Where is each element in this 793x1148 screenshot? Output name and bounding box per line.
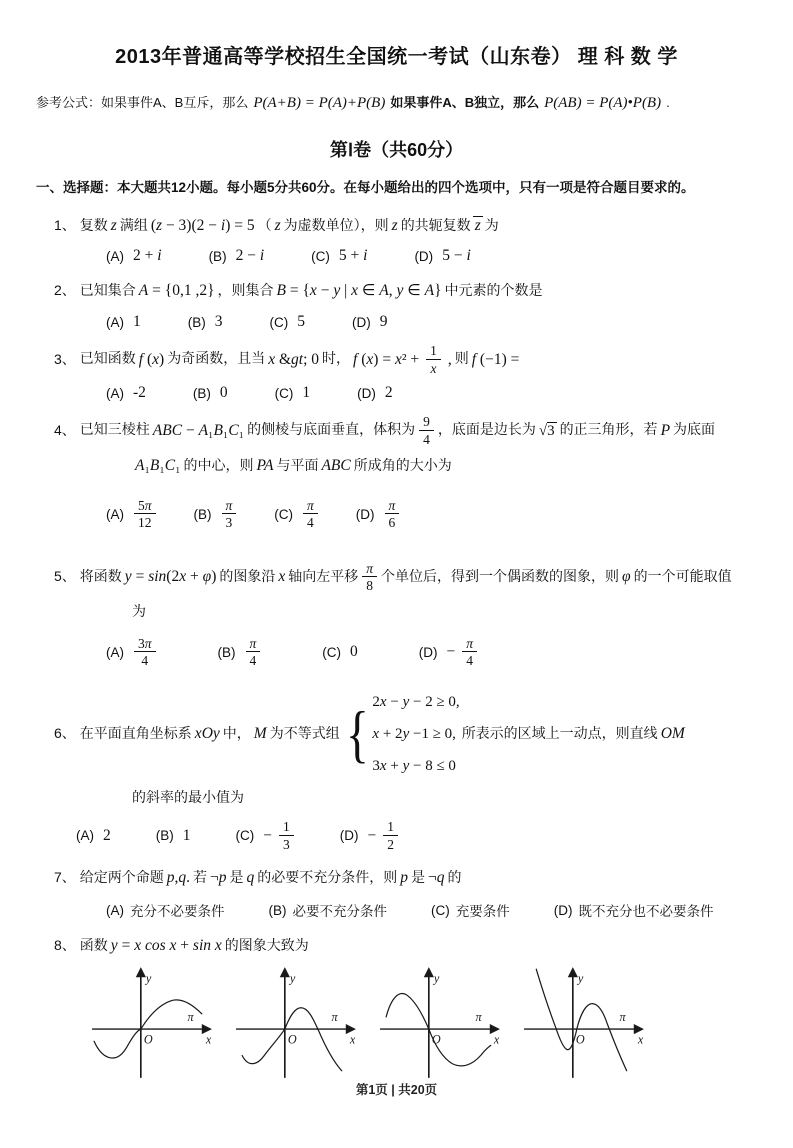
fraction-numerator: π bbox=[303, 498, 318, 515]
math: 5 bbox=[297, 313, 305, 331]
stem-text: 若 bbox=[193, 869, 208, 886]
question bbox=[36, 343, 757, 402]
system-lines bbox=[372, 689, 459, 780]
math: 1 bbox=[182, 826, 191, 844]
stem-text: 已知三棱柱 bbox=[79, 421, 150, 438]
options-row bbox=[106, 636, 757, 669]
stem-text: 是 bbox=[411, 869, 426, 886]
math-fraction bbox=[462, 636, 477, 669]
fraction-numerator: π bbox=[222, 498, 237, 515]
math-fraction bbox=[419, 414, 434, 447]
math: 5 − i bbox=[442, 247, 471, 265]
math: (z − 3)(2 − i) = 5 bbox=[150, 216, 255, 234]
math-fraction bbox=[426, 343, 441, 376]
stem-text: 的斜率的最小值为 bbox=[132, 788, 244, 805]
stem-text: 与平面 bbox=[276, 457, 319, 474]
stem-text: （ bbox=[257, 216, 272, 233]
stem-text: 所成角的大小为 bbox=[353, 457, 452, 474]
math: y = sin(2x + φ) bbox=[124, 567, 217, 585]
reference-formula-line bbox=[36, 89, 757, 118]
question-stem bbox=[54, 561, 757, 594]
mini-graph bbox=[88, 966, 216, 1080]
origin-label: O bbox=[287, 1032, 297, 1047]
question-stem-continuation bbox=[132, 453, 757, 479]
option bbox=[322, 643, 361, 661]
question-number: 1、 bbox=[54, 216, 76, 233]
stem-text: 的图象沿 bbox=[219, 567, 276, 584]
math: p bbox=[400, 869, 409, 887]
stem-text: 的中心，则 bbox=[183, 457, 254, 474]
fraction-numerator: 5π bbox=[134, 498, 156, 515]
math: y = x cos x + sin x bbox=[110, 937, 222, 955]
option-label: (B) bbox=[208, 248, 227, 264]
fraction-denominator: 4 bbox=[466, 653, 474, 669]
option-label: (B) bbox=[155, 828, 174, 844]
math: 9 bbox=[379, 313, 388, 331]
math: ABC − A₁B₁C₁ bbox=[152, 421, 245, 439]
stem-text: 为 bbox=[132, 602, 146, 619]
stem-text: 则 bbox=[454, 350, 469, 367]
reference-tail: . bbox=[666, 94, 670, 110]
option-label: (D) bbox=[414, 248, 434, 264]
math: 2 + i bbox=[133, 247, 162, 265]
stem-text: 中元素的个数是 bbox=[444, 282, 543, 299]
reference-formula-2: P(AB) = P(A)•P(B) bbox=[544, 95, 662, 111]
math: 5 + i bbox=[338, 247, 368, 265]
option-label: (D) bbox=[339, 828, 359, 844]
stem-text: 给定两个命题 bbox=[79, 869, 164, 886]
option bbox=[431, 900, 510, 920]
option bbox=[357, 384, 396, 402]
math: − bbox=[367, 826, 377, 844]
options-row bbox=[76, 819, 757, 852]
y-axis-arrow bbox=[424, 967, 434, 977]
sqrt-sign: √ bbox=[538, 422, 548, 439]
graph-options-row bbox=[88, 966, 757, 1080]
option-label: (A) bbox=[106, 314, 124, 330]
stem-text: 充分不必要条件 bbox=[130, 904, 225, 920]
option bbox=[106, 247, 165, 265]
option bbox=[156, 827, 194, 845]
math: − bbox=[263, 826, 272, 844]
fraction-denominator: 4 bbox=[423, 431, 430, 447]
math: -2 bbox=[133, 384, 146, 402]
math: z bbox=[274, 216, 281, 234]
stem-text: 充要条件 bbox=[455, 904, 510, 920]
option-label: (C) bbox=[235, 828, 255, 844]
math-fraction bbox=[246, 636, 261, 669]
question bbox=[36, 277, 757, 331]
options-row bbox=[106, 384, 757, 402]
stem-text: 的必要不充分条件，则 bbox=[257, 869, 398, 886]
options-row bbox=[106, 247, 757, 265]
reference-formula-1: P(A+B) = P(A)+P(B) bbox=[253, 95, 386, 111]
option-label: (A) bbox=[106, 248, 124, 264]
stem-text: 的正三角形，若 bbox=[559, 421, 658, 438]
option bbox=[106, 636, 160, 669]
fraction-numerator: 1 bbox=[383, 819, 398, 836]
question-number: 7、 bbox=[54, 869, 76, 886]
question bbox=[36, 864, 757, 920]
question bbox=[36, 561, 757, 669]
option bbox=[340, 819, 402, 852]
question bbox=[36, 932, 757, 1080]
option bbox=[236, 819, 298, 852]
fraction-denominator: 4 bbox=[307, 515, 314, 531]
system-brace: { bbox=[345, 697, 369, 769]
question-number: 8、 bbox=[54, 937, 76, 954]
math: ABC bbox=[321, 457, 351, 475]
option-label: (C) bbox=[431, 902, 450, 918]
question bbox=[36, 212, 757, 266]
question-number: 4、 bbox=[54, 421, 76, 438]
section-title: 第Ⅰ卷（共60分） bbox=[329, 139, 464, 160]
stem-text: 为 bbox=[484, 216, 499, 233]
stem-text: 为虚数单位），则 bbox=[283, 216, 389, 233]
math: xOy bbox=[194, 724, 220, 742]
option-label: (A) bbox=[106, 644, 124, 660]
fraction-denominator: x bbox=[430, 360, 437, 376]
option bbox=[419, 636, 481, 669]
question-number: 2、 bbox=[54, 282, 76, 299]
math: M bbox=[253, 724, 267, 742]
option-label: (B) bbox=[268, 902, 287, 918]
math-conjugate-bar: z bbox=[474, 216, 481, 234]
stem-text: 的一个可能取值 bbox=[633, 567, 732, 584]
pi-tick-label: π bbox=[475, 1010, 482, 1025]
question-stem bbox=[54, 212, 757, 240]
reference-lead: 参考公式：如果事件A、B互斥，那么 bbox=[36, 94, 249, 110]
option bbox=[209, 247, 268, 265]
option-label: (B) bbox=[187, 314, 206, 330]
math: 2 bbox=[103, 826, 111, 844]
y-axis-label: y bbox=[145, 971, 152, 986]
option-label: (D) bbox=[418, 644, 438, 660]
fraction-denominator: 3 bbox=[225, 515, 233, 531]
y-axis-label: y bbox=[433, 971, 440, 986]
math: B = {x − y | x ∈ A, y ∈ A} bbox=[276, 282, 442, 300]
origin-label: O bbox=[431, 1032, 441, 1047]
option bbox=[106, 900, 225, 920]
x-axis-label: x bbox=[349, 1032, 356, 1047]
stem-text: 的侧棱与底面垂直，体积为 bbox=[247, 421, 416, 438]
fraction-denominator: 6 bbox=[388, 515, 396, 531]
option-label: (C) bbox=[311, 248, 330, 264]
fraction-denominator: 4 bbox=[249, 653, 257, 669]
math: x bbox=[278, 567, 286, 585]
math: A = {0,1 ,2} bbox=[138, 282, 215, 300]
y-axis-label: y bbox=[577, 971, 584, 986]
option bbox=[106, 498, 160, 531]
y-axis-arrow bbox=[568, 967, 578, 977]
option bbox=[106, 313, 144, 331]
y-axis-arrow bbox=[136, 967, 146, 977]
y-axis-label: y bbox=[289, 971, 296, 986]
math-sqrt bbox=[539, 423, 557, 439]
options-row bbox=[106, 313, 757, 331]
stem-text: 已知集合 bbox=[79, 282, 136, 299]
option-label: (C) bbox=[274, 506, 294, 522]
math: ¬p bbox=[210, 869, 227, 887]
fraction-numerator: π bbox=[462, 636, 477, 653]
question-stem-continuation bbox=[132, 600, 757, 624]
questions bbox=[36, 200, 757, 1081]
math: 0 bbox=[219, 384, 228, 402]
math: A₁B₁C₁ bbox=[135, 457, 181, 475]
math-fraction bbox=[134, 636, 156, 669]
stem-text: 满组 bbox=[119, 216, 148, 233]
options-row bbox=[106, 498, 757, 531]
question-stem-continuation bbox=[132, 786, 757, 810]
fraction-denominator: 8 bbox=[366, 578, 373, 594]
stem-text: 所表示的区域上一动点，则直线 bbox=[461, 724, 658, 741]
system-line: 2x − y − 2 ≥ 0, bbox=[372, 693, 460, 710]
math-fraction bbox=[385, 498, 400, 531]
option-label: (C) bbox=[322, 644, 342, 660]
page-title: 2013年普通高等学校招生全国统一考试（山东卷） 理 科 数 学 bbox=[115, 46, 678, 68]
option-label: (C) bbox=[269, 314, 289, 330]
option-label: (A) bbox=[76, 828, 94, 844]
math: , bbox=[447, 350, 452, 368]
fraction-numerator: 1 bbox=[279, 819, 294, 836]
math-fraction bbox=[222, 498, 237, 531]
option bbox=[194, 498, 241, 531]
question-stem bbox=[54, 343, 757, 376]
math: z bbox=[110, 216, 117, 234]
pi-tick-label: π bbox=[331, 1010, 338, 1025]
inequality-system bbox=[342, 689, 460, 780]
option-label: (D) bbox=[355, 506, 375, 522]
question-stem bbox=[54, 414, 757, 447]
stem-text: 是 bbox=[229, 869, 244, 886]
option bbox=[352, 313, 391, 331]
stem-text: 为奇函数，且当 bbox=[167, 350, 266, 367]
option-label: (D) bbox=[352, 314, 371, 330]
stem-text: 中， bbox=[222, 724, 251, 741]
option bbox=[414, 247, 473, 265]
question-number: 6、 bbox=[54, 724, 76, 741]
option-label: (B) bbox=[192, 385, 211, 401]
math: OM bbox=[660, 724, 685, 742]
option-label: (B) bbox=[217, 644, 236, 660]
system-line: x + 2y −1 ≥ 0, bbox=[372, 725, 456, 742]
fraction-denominator: 2 bbox=[387, 836, 394, 852]
mini-graph bbox=[232, 966, 360, 1080]
option bbox=[311, 247, 370, 265]
stem-text: 既不充分也不必要条件 bbox=[578, 904, 714, 920]
math: − bbox=[446, 643, 456, 661]
stem-text: 将函数 bbox=[79, 567, 122, 584]
option bbox=[356, 498, 404, 531]
stem-text: 必要不充分条件 bbox=[292, 904, 387, 920]
option-label: (D) bbox=[357, 385, 376, 401]
option bbox=[275, 384, 314, 402]
option-label: (A) bbox=[106, 506, 124, 522]
math-fraction bbox=[134, 498, 156, 531]
question-stem bbox=[54, 932, 757, 960]
stem-text: 在平面直角坐标系 bbox=[79, 724, 192, 741]
stem-text: 的共轭复数 bbox=[400, 216, 471, 233]
stem-text: 时， bbox=[322, 350, 351, 367]
reference-bold-mid: 如果事件A、B独立，那么 bbox=[390, 94, 540, 110]
math: f (x) = x² + bbox=[353, 350, 420, 368]
option-label: (C) bbox=[274, 385, 294, 401]
math: P bbox=[660, 421, 671, 439]
mini-graph bbox=[520, 966, 648, 1080]
option bbox=[218, 636, 265, 669]
math: 2 bbox=[384, 384, 393, 402]
sqrt-radicand: 3 bbox=[547, 422, 555, 439]
option-label: (D) bbox=[553, 902, 573, 918]
option bbox=[274, 498, 322, 531]
page-footer: 第1页 | 共20页 bbox=[355, 1083, 438, 1098]
stem-text: 的 bbox=[447, 869, 462, 886]
math: f (−1) = bbox=[471, 350, 520, 368]
fraction-numerator: 1 bbox=[426, 343, 441, 360]
option bbox=[76, 827, 114, 845]
stem-text: ，底面是边长为 bbox=[437, 421, 536, 438]
pi-tick-label: π bbox=[187, 1010, 194, 1025]
stem-text: 轴向左平移 bbox=[288, 567, 359, 584]
fraction-numerator: π bbox=[246, 636, 261, 653]
fraction-denominator: 4 bbox=[141, 653, 149, 669]
fraction-denominator: 12 bbox=[138, 515, 152, 531]
stem-text: 为底面 bbox=[673, 421, 716, 438]
question-number: 5、 bbox=[54, 567, 76, 584]
option bbox=[269, 900, 388, 920]
stem-text: 已知函数 bbox=[79, 350, 136, 367]
math: x &gt; 0 bbox=[268, 350, 320, 368]
y-axis-arrow bbox=[280, 967, 290, 977]
fraction-numerator: π bbox=[362, 561, 377, 578]
pi-tick-label: π bbox=[619, 1010, 626, 1025]
math: PA bbox=[256, 457, 274, 475]
question-stem bbox=[54, 864, 757, 892]
math: 0 bbox=[350, 643, 358, 661]
question-stem bbox=[54, 689, 757, 780]
option-label: (A) bbox=[106, 385, 124, 401]
math-fraction bbox=[279, 819, 294, 852]
fraction-numerator: 9 bbox=[419, 414, 434, 431]
question-number: 3、 bbox=[54, 350, 76, 367]
stem-text: 的图象大致为 bbox=[224, 937, 309, 954]
math-fraction bbox=[362, 561, 377, 594]
section-instruction: 一、选择题：本大题共12小题。每小题5分共60分。在每小题给出的四个选项中，只有一项是符合题目要求的。 bbox=[36, 179, 695, 195]
math: 1 bbox=[302, 384, 311, 402]
math: 3 bbox=[214, 313, 223, 331]
stem-text: 函数 bbox=[79, 937, 108, 954]
math-fraction bbox=[383, 819, 398, 852]
option bbox=[554, 900, 714, 920]
math-fraction bbox=[303, 498, 318, 531]
fraction-denominator: 3 bbox=[283, 836, 290, 852]
question bbox=[36, 414, 757, 530]
stem-text: 复数 bbox=[79, 216, 108, 233]
options-row bbox=[106, 900, 757, 920]
stem-text: 个单位后，得到一个偶函数的图象，则 bbox=[381, 567, 620, 584]
option bbox=[193, 384, 231, 402]
x-axis-label: x bbox=[637, 1032, 644, 1047]
fraction-numerator: 3π bbox=[134, 636, 156, 653]
option-label: (A) bbox=[106, 902, 124, 918]
origin-label: O bbox=[143, 1032, 153, 1047]
mini-graph bbox=[376, 966, 504, 1080]
fraction-numerator: π bbox=[385, 498, 400, 515]
question-stem bbox=[54, 277, 757, 305]
option bbox=[106, 384, 149, 402]
stem-text: ，则集合 bbox=[217, 282, 274, 299]
x-axis-label: x bbox=[205, 1032, 212, 1047]
math: q bbox=[246, 869, 255, 887]
math: p,q. bbox=[166, 869, 191, 887]
option bbox=[270, 313, 309, 331]
option-label: (B) bbox=[193, 506, 212, 522]
math: 2 − i bbox=[235, 247, 265, 265]
math: φ bbox=[622, 567, 631, 585]
stem-text: 为不等式组 bbox=[269, 724, 340, 741]
math: z bbox=[391, 216, 398, 234]
system-line: 3x + y − 8 ≤ 0 bbox=[372, 757, 456, 774]
math: ¬q bbox=[428, 869, 445, 887]
math: f (x) bbox=[138, 350, 165, 368]
option bbox=[188, 313, 226, 331]
origin-label: O bbox=[575, 1032, 585, 1047]
math: 1 bbox=[133, 313, 141, 331]
question bbox=[36, 689, 757, 853]
x-axis-label: x bbox=[493, 1032, 500, 1047]
